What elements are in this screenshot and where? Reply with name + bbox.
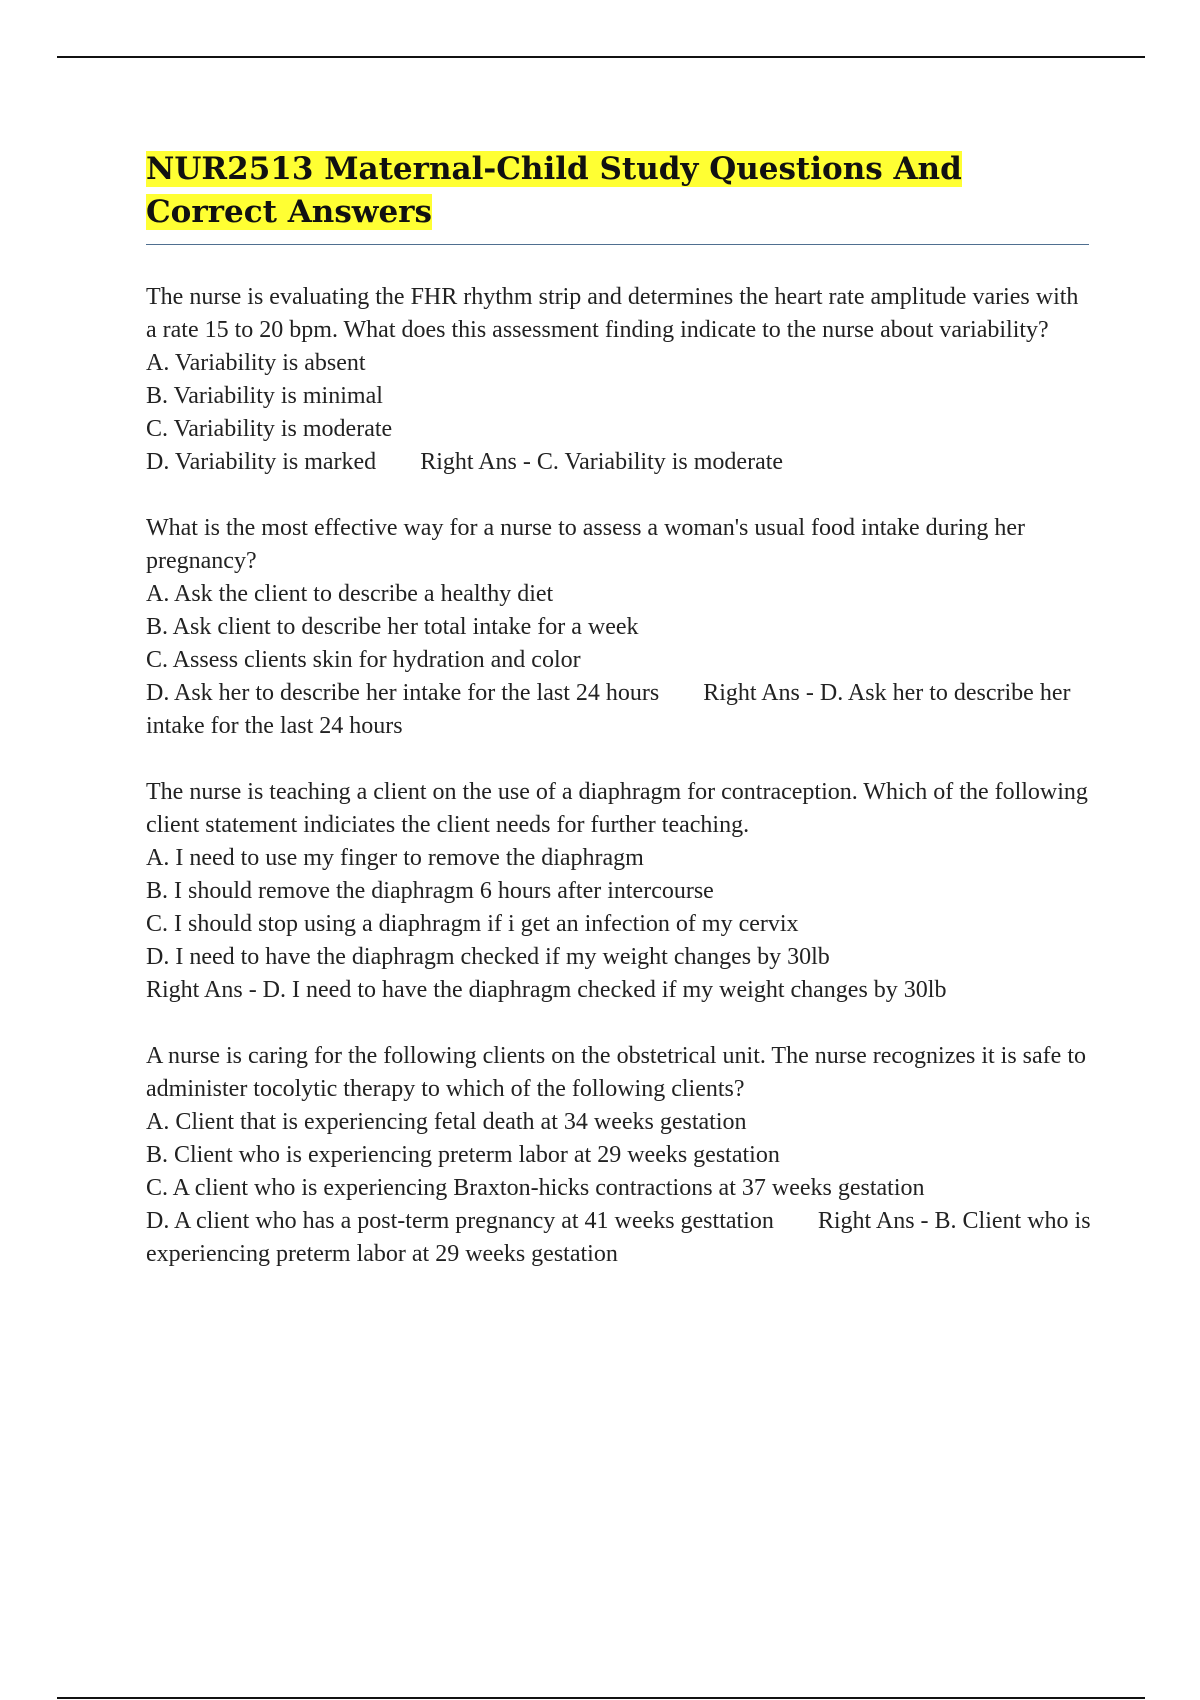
question-block-1 xyxy=(146,281,1092,479)
document-body xyxy=(146,148,1092,1271)
option-a: A. Client that is experiencing fetal death at 34 weeks gestation xyxy=(146,1109,747,1135)
question-text: The nurse is teaching a client on the use of a diaphragm for contraception. Which of the following client statement indiciates the client needs for further teaching. xyxy=(146,779,1088,838)
answer-text: Right Ans - B. Client who is experiencing preterm labor at 29 weeks gestation xyxy=(146,1208,1091,1267)
option-c: C. Assess clients skin for hydration and color xyxy=(146,647,581,673)
question-text: What is the most effective way for a nurse to assess a woman's usual food intake during her pregnancy? xyxy=(146,515,1025,574)
option-d: D. A client who has a post-term pregnancy at 41 weeks gesttation xyxy=(146,1208,774,1234)
option-c: C. I should stop using a diaphragm if i get an infection of my cervix xyxy=(146,911,799,937)
option-b: B. Client who is experiencing preterm labor at 29 weeks gestation xyxy=(146,1142,780,1168)
option-b: B. Variability is minimal xyxy=(146,383,383,409)
bottom-rule xyxy=(57,1697,1145,1699)
question-block-4 xyxy=(146,1040,1092,1271)
option-c: C. A client who is experiencing Braxton-hicks contractions at 37 weeks gestation xyxy=(146,1175,925,1201)
answer-text: Right Ans - C. Variability is moderate xyxy=(420,449,784,475)
document-title xyxy=(146,148,1092,234)
option-b: B. I should remove the diaphragm 6 hours after intercourse xyxy=(146,878,714,904)
title-underline xyxy=(146,244,1089,245)
top-rule xyxy=(57,56,1145,58)
option-d-line xyxy=(146,1205,1092,1271)
option-d: D. I need to have the diaphragm checked if my weight changes by 30lb xyxy=(146,944,830,970)
option-a: A. I need to use my finger to remove the diaphragm xyxy=(146,845,644,871)
question-text: The nurse is evaluating the FHR rhythm strip and determines the heart rate amplitude varies with a rate 15 to 20 bpm. What does this assessment finding indicate to the nurse about variability? xyxy=(146,284,1079,343)
option-c: C. Variability is moderate xyxy=(146,416,393,442)
question-block-3 xyxy=(146,776,1092,1007)
option-a: A. Variability is absent xyxy=(146,350,366,376)
option-d: D. Ask her to describe her intake for the last 24 hours xyxy=(146,680,660,706)
option-a: A. Ask the client to describe a healthy diet xyxy=(146,581,554,607)
option-b: B. Ask client to describe her total intake for a week xyxy=(146,614,639,640)
option-d: D. Variability is marked xyxy=(146,449,377,475)
answer-text: Right Ans - D. I need to have the diaphragm checked if my weight changes by 30lb xyxy=(146,977,947,1003)
option-d-line xyxy=(146,677,1092,743)
question-text: A nurse is caring for the following clients on the obstetrical unit. The nurse recognizes it is safe to administer tocolytic therapy to which of the following clients? xyxy=(146,1043,1086,1102)
answer-text: Right Ans - D. Ask her to describe her intake for the last 24 hours xyxy=(146,680,1071,739)
question-block-2 xyxy=(146,512,1092,743)
option-d-line xyxy=(146,446,1092,479)
title-highlight: NUR2513 Maternal-Child Study Questions And Correct Answers xyxy=(146,151,962,230)
